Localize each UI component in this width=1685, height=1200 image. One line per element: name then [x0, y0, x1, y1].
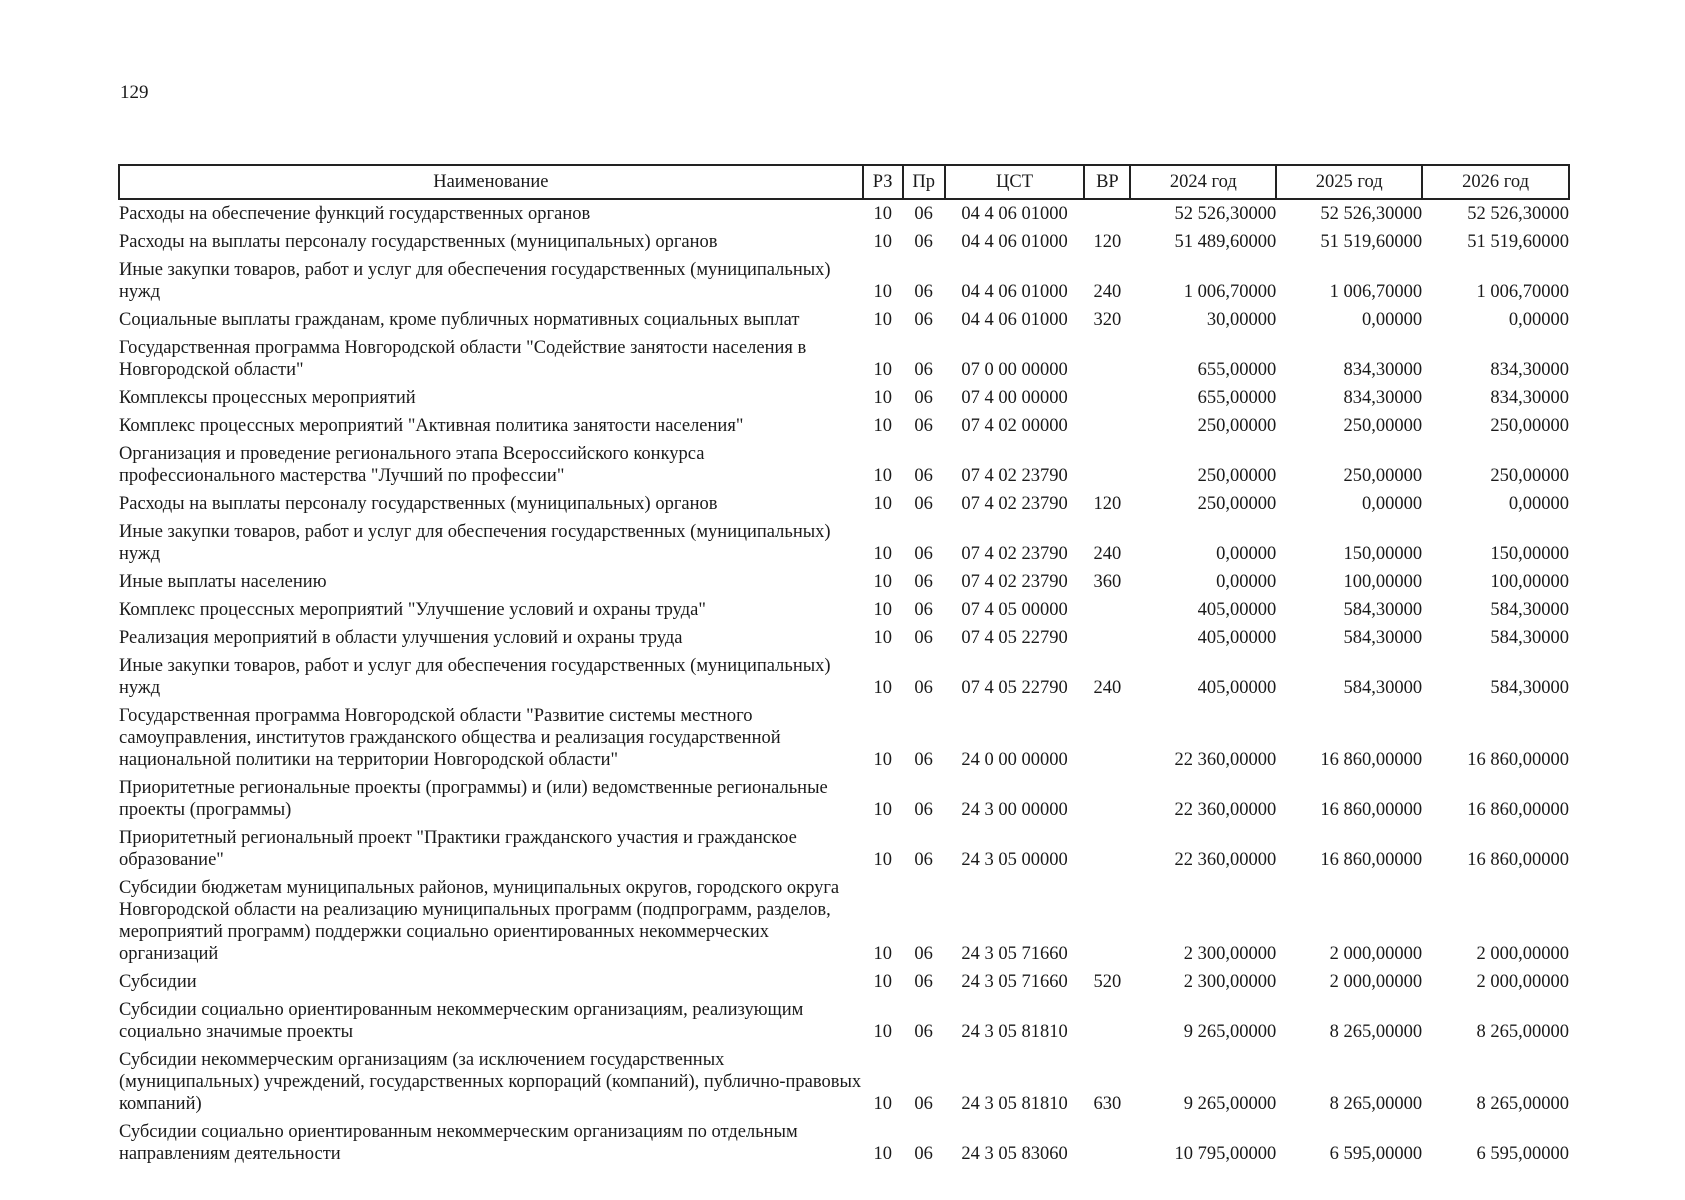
cell-vr: [1084, 824, 1130, 874]
cell-2024: 0,00000: [1216, 544, 1277, 564]
cell-cst: 24 3 05 71660: [961, 972, 1068, 992]
cell-pr: 06: [914, 204, 933, 224]
cell-rz: 10: [873, 628, 892, 648]
table-row: [119, 518, 1569, 568]
cell-2026: 16 860,00000: [1467, 750, 1569, 770]
cell-pr: 06: [914, 972, 933, 992]
cell-rz: 10: [873, 232, 892, 252]
cell-rz: 10: [873, 282, 892, 302]
cell-2026: 52 526,30000: [1467, 204, 1569, 224]
cell-2026: 16 860,00000: [1467, 800, 1569, 820]
cell-2024: 9 265,00000: [1183, 1094, 1277, 1114]
cell-cst: 07 4 02 00000: [961, 416, 1068, 436]
cell-2024: 405,00000: [1197, 600, 1277, 620]
table-row: [119, 1118, 1569, 1168]
cell-rz: 10: [873, 572, 892, 592]
cell-2025: 2 000,00000: [1329, 972, 1423, 992]
cell-pr: 06: [914, 360, 933, 380]
cell-pr: 06: [914, 850, 933, 870]
cell-vr: 520: [1093, 972, 1122, 992]
cell-2025: 584,30000: [1343, 678, 1423, 698]
table-row: [119, 824, 1569, 874]
cell-pr: 06: [914, 628, 933, 648]
cell-2025: 51 519,60000: [1320, 232, 1423, 252]
cell-2024: 405,00000: [1197, 678, 1277, 698]
cell-name: Комплексы процессных мероприятий: [119, 388, 416, 408]
cell-2024: 52 526,30000: [1174, 204, 1277, 224]
cell-vr: [1084, 996, 1130, 1046]
cell-2024: 51 489,60000: [1174, 232, 1277, 252]
cell-name: Реализация мероприятий в области улучшения условий и охраны труда: [119, 628, 683, 648]
cell-2025: 6 595,00000: [1329, 1144, 1423, 1164]
cell-name: Субсидии социально ориентированным некоммерческим организациям, реализующим социально значимые проекты: [119, 1000, 804, 1042]
cell-pr: 06: [914, 310, 933, 330]
cell-rz: 10: [873, 972, 892, 992]
cell-2024: 655,00000: [1197, 360, 1277, 380]
cell-2026: 584,30000: [1490, 628, 1569, 648]
cell-vr: [1084, 774, 1130, 824]
table-row: [119, 440, 1569, 490]
cell-2025: 150,00000: [1343, 544, 1423, 564]
cell-rz: 10: [873, 310, 892, 330]
cell-cst: 24 3 05 83060: [961, 1144, 1068, 1164]
cell-2026: 250,00000: [1490, 416, 1569, 436]
cell-2025: 100,00000: [1343, 572, 1423, 592]
cell-rz: 10: [873, 360, 892, 380]
cell-rz: 10: [873, 750, 892, 770]
cell-pr: 06: [914, 466, 933, 486]
table-row: [119, 968, 1569, 996]
cell-name: Приоритетные региональные проекты (программы) и (или) ведомственные региональные проекты (программы): [119, 778, 828, 820]
table-row: [119, 568, 1569, 596]
cell-2026: 0,00000: [1508, 494, 1569, 514]
cell-2026: 2 000,00000: [1476, 972, 1569, 992]
cell-pr: 06: [914, 572, 933, 592]
table-row: [119, 490, 1569, 518]
table-row: [119, 199, 1569, 228]
cell-vr: [1084, 334, 1130, 384]
cell-vr: 120: [1093, 494, 1122, 514]
cell-cst: 07 4 02 23790: [961, 466, 1068, 486]
cell-name: Иные закупки товаров, работ и услуг для обеспечения государственных (муниципальных) нужд: [119, 522, 831, 564]
cell-pr: 06: [914, 750, 933, 770]
cell-pr: 06: [914, 388, 933, 408]
cell-2024: 250,00000: [1197, 494, 1277, 514]
cell-2025: 16 860,00000: [1320, 800, 1423, 820]
cell-2025: 16 860,00000: [1320, 850, 1423, 870]
cell-2026: 8 265,00000: [1476, 1022, 1569, 1042]
cell-cst: 04 4 06 01000: [961, 232, 1068, 252]
cell-name: Субсидии некоммерческим организациям (за исключением государственных (муниципальных) учреждений, государственных корпораций (компаний), публично-правовых компаний): [119, 1050, 862, 1114]
cell-2026: 150,00000: [1490, 544, 1569, 564]
cell-rz: 10: [873, 800, 892, 820]
table-row: [119, 334, 1569, 384]
header-2024: 2024 год: [1130, 165, 1276, 199]
cell-vr: [1084, 874, 1130, 968]
cell-2026: 834,30000: [1490, 360, 1569, 380]
cell-name: Иные выплаты населению: [119, 572, 327, 592]
cell-rz: 10: [873, 494, 892, 514]
cell-rz: 10: [873, 416, 892, 436]
cell-pr: 06: [914, 416, 933, 436]
cell-2024: 0,00000: [1216, 572, 1277, 592]
header-vr: ВР: [1084, 165, 1130, 199]
table-row: [119, 996, 1569, 1046]
cell-rz: 10: [873, 388, 892, 408]
cell-name: Расходы на выплаты персоналу государственных (муниципальных) органов: [119, 232, 718, 252]
cell-vr: 240: [1093, 678, 1122, 698]
cell-pr: 06: [914, 232, 933, 252]
header-name: Наименование: [119, 165, 863, 199]
cell-2025: 8 265,00000: [1329, 1022, 1423, 1042]
cell-vr: [1084, 199, 1130, 228]
cell-vr: 630: [1093, 1094, 1122, 1114]
cell-2026: 834,30000: [1490, 388, 1569, 408]
cell-2024: 655,00000: [1197, 388, 1277, 408]
cell-2026: 250,00000: [1490, 466, 1569, 486]
cell-name: Субсидии социально ориентированным некоммерческим организациям по отдельным направлениям деятельности: [119, 1122, 798, 1164]
cell-vr: [1084, 412, 1130, 440]
cell-2025: 834,30000: [1343, 388, 1423, 408]
cell-2024: 9 265,00000: [1183, 1022, 1277, 1042]
cell-cst: 04 4 06 01000: [961, 310, 1068, 330]
cell-2024: 22 360,00000: [1174, 800, 1277, 820]
cell-rz: 10: [873, 466, 892, 486]
cell-rz: 10: [873, 600, 892, 620]
header-cst: ЦСТ: [945, 165, 1085, 199]
cell-vr: [1084, 624, 1130, 652]
header-2025: 2025 год: [1276, 165, 1422, 199]
table-header: [119, 165, 1569, 199]
cell-cst: 07 0 00 00000: [961, 360, 1068, 380]
cell-cst: 24 3 05 00000: [961, 850, 1068, 870]
cell-rz: 10: [873, 1094, 892, 1114]
cell-2025: 52 526,30000: [1320, 204, 1423, 224]
cell-rz: 10: [873, 1144, 892, 1164]
cell-rz: 10: [873, 850, 892, 870]
cell-2025: 8 265,00000: [1329, 1094, 1423, 1114]
header-rz: РЗ: [863, 165, 903, 199]
cell-vr: [1084, 702, 1130, 774]
cell-name: Субсидии бюджетам муниципальных районов, муниципальных округов, городского округа Новгородской области на реализацию муниципальных программ (подпрограмм, разделов, мероприятий программ) поддержки социально ориентированных некоммерческих организаций: [119, 878, 840, 964]
cell-vr: 320: [1093, 310, 1122, 330]
cell-2025: 0,00000: [1361, 494, 1423, 514]
cell-name: Комплекс процессных мероприятий "Активная политика занятости населения": [119, 416, 744, 436]
cell-2024: 405,00000: [1197, 628, 1277, 648]
cell-2025: 1 006,70000: [1329, 282, 1423, 302]
cell-vr: [1084, 1118, 1130, 1168]
cell-name: Организация и проведение регионального этапа Всероссийского конкурса профессионального мастерства "Лучший по профессии": [119, 444, 705, 486]
cell-rz: 10: [873, 204, 892, 224]
cell-rz: 10: [873, 944, 892, 964]
cell-cst: 24 3 05 81810: [961, 1094, 1068, 1114]
cell-2024: 1 006,70000: [1183, 282, 1277, 302]
cell-2025: 584,30000: [1343, 600, 1423, 620]
page-number: 129: [120, 82, 149, 103]
cell-2025: 250,00000: [1343, 466, 1423, 486]
cell-cst: 07 4 02 23790: [961, 572, 1068, 592]
cell-2024: 2 300,00000: [1183, 944, 1277, 964]
cell-2026: 0,00000: [1508, 310, 1569, 330]
table-row: [119, 702, 1569, 774]
cell-vr: [1084, 440, 1130, 490]
table-row: [119, 774, 1569, 824]
cell-2026: 1 006,70000: [1476, 282, 1569, 302]
cell-pr: 06: [914, 1094, 933, 1114]
cell-2026: 6 595,00000: [1476, 1144, 1569, 1164]
cell-2025: 584,30000: [1343, 628, 1423, 648]
cell-2025: 250,00000: [1343, 416, 1423, 436]
cell-2025: 0,00000: [1361, 310, 1423, 330]
table-row: [119, 412, 1569, 440]
cell-pr: 06: [914, 600, 933, 620]
cell-2026: 584,30000: [1490, 600, 1569, 620]
cell-2024: 250,00000: [1197, 466, 1277, 486]
cell-name: Расходы на обеспечение функций государственных органов: [119, 204, 591, 224]
cell-2024: 22 360,00000: [1174, 850, 1277, 870]
cell-vr: [1084, 596, 1130, 624]
cell-vr: 240: [1093, 544, 1122, 564]
cell-cst: 24 0 00 00000: [961, 750, 1068, 770]
header-pr: Пр: [903, 165, 945, 199]
cell-2024: 250,00000: [1197, 416, 1277, 436]
cell-cst: 24 3 05 71660: [961, 944, 1068, 964]
cell-2025: 834,30000: [1343, 360, 1423, 380]
cell-2026: 16 860,00000: [1467, 850, 1569, 870]
table-row: [119, 596, 1569, 624]
table-row: [119, 624, 1569, 652]
budget-table: [118, 164, 1570, 1168]
cell-cst: 07 4 02 23790: [961, 544, 1068, 564]
cell-cst: 07 4 05 22790: [961, 678, 1068, 698]
cell-vr: 120: [1093, 232, 1122, 252]
cell-name: Иные закупки товаров, работ и услуг для обеспечения государственных (муниципальных) нужд: [119, 260, 831, 302]
table-row: [119, 874, 1569, 968]
table-row: [119, 384, 1569, 412]
cell-pr: 06: [914, 282, 933, 302]
table-row: [119, 228, 1569, 256]
cell-2026: 100,00000: [1490, 572, 1569, 592]
cell-cst: 04 4 06 01000: [961, 282, 1068, 302]
cell-rz: 10: [873, 678, 892, 698]
cell-vr: 240: [1093, 282, 1122, 302]
cell-2026: 584,30000: [1490, 678, 1569, 698]
cell-name: Субсидии: [119, 972, 197, 992]
cell-vr: 360: [1093, 572, 1122, 592]
cell-cst: 24 3 00 00000: [961, 800, 1068, 820]
table-body: [119, 199, 1569, 1168]
cell-cst: 07 4 05 00000: [961, 600, 1068, 620]
cell-pr: 06: [914, 1144, 933, 1164]
cell-cst: 07 4 05 22790: [961, 628, 1068, 648]
table-row: [119, 256, 1569, 306]
cell-2025: 16 860,00000: [1320, 750, 1423, 770]
cell-cst: 24 3 05 81810: [961, 1022, 1068, 1042]
cell-cst: 07 4 02 23790: [961, 494, 1068, 514]
table-row: [119, 306, 1569, 334]
cell-name: Государственная программа Новгородской области "Содействие занятости населения в Новгородской области": [119, 338, 807, 380]
cell-2024: 10 795,00000: [1174, 1144, 1277, 1164]
cell-rz: 10: [873, 544, 892, 564]
cell-cst: 04 4 06 01000: [961, 204, 1068, 224]
cell-name: Социальные выплаты гражданам, кроме публичных нормативных социальных выплат: [119, 310, 800, 330]
cell-vr: [1084, 384, 1130, 412]
cell-name: Иные закупки товаров, работ и услуг для обеспечения государственных (муниципальных) нужд: [119, 656, 831, 698]
cell-2024: 30,00000: [1206, 310, 1277, 330]
table-row: [119, 652, 1569, 702]
cell-2025: 2 000,00000: [1329, 944, 1423, 964]
cell-pr: 06: [914, 1022, 933, 1042]
cell-rz: 10: [873, 1022, 892, 1042]
cell-name: Комплекс процессных мероприятий "Улучшение условий и охраны труда": [119, 600, 706, 620]
cell-2024: 2 300,00000: [1183, 972, 1277, 992]
header-2026: 2026 год: [1422, 165, 1569, 199]
cell-pr: 06: [914, 494, 933, 514]
cell-pr: 06: [914, 678, 933, 698]
cell-2026: 8 265,00000: [1476, 1094, 1569, 1114]
cell-pr: 06: [914, 544, 933, 564]
cell-2026: 2 000,00000: [1476, 944, 1569, 964]
cell-pr: 06: [914, 800, 933, 820]
cell-name: Государственная программа Новгородской области "Развитие системы местного самоуправления, институтов гражданского общества и реализация государственной национальной политики на территории Новгородской области": [119, 706, 781, 770]
cell-2026: 51 519,60000: [1467, 232, 1569, 252]
cell-name: Расходы на выплаты персоналу государственных (муниципальных) органов: [119, 494, 718, 514]
cell-cst: 07 4 00 00000: [961, 388, 1068, 408]
cell-2024: 22 360,00000: [1174, 750, 1277, 770]
cell-name: Приоритетный региональный проект "Практики гражданского участия и гражданское образование": [119, 828, 797, 870]
table-row: [119, 1046, 1569, 1118]
cell-pr: 06: [914, 944, 933, 964]
